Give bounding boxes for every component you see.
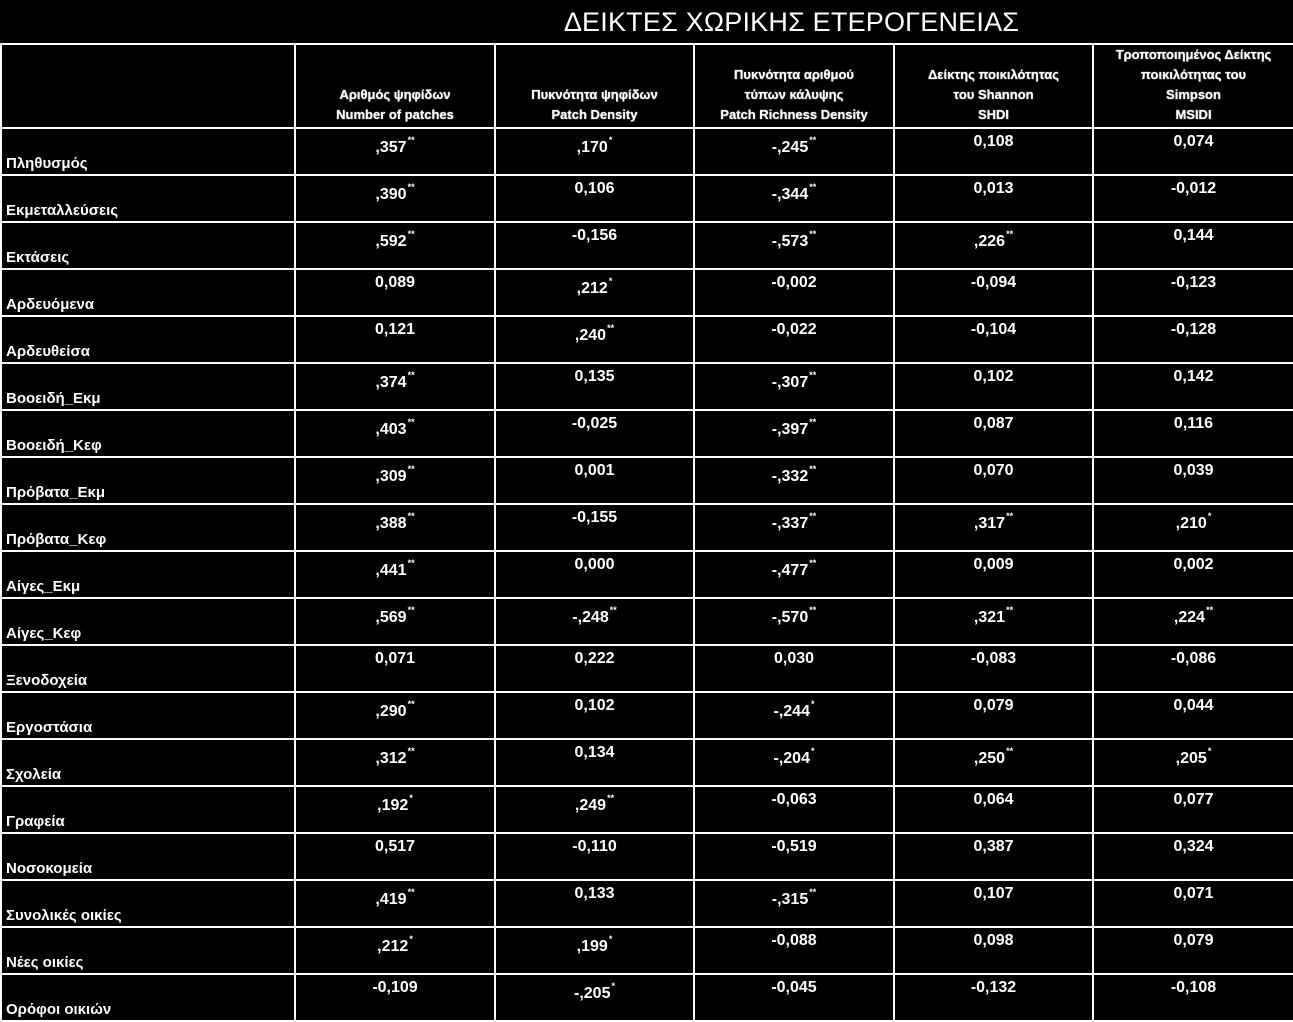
significance-marker: * xyxy=(611,981,615,991)
table-cell xyxy=(495,786,694,833)
significance-marker: ** xyxy=(809,558,817,568)
table-cell xyxy=(1093,645,1293,692)
column-header-line: ποικιλότητας του xyxy=(1140,67,1247,82)
cell-value: -,245** xyxy=(771,135,817,156)
row-label: Πρόβατα_Κεφ xyxy=(1,504,295,551)
row-label: Αρδευόμενα xyxy=(1,269,295,316)
table-cell xyxy=(1093,457,1293,504)
cell-value: 0,133 xyxy=(574,885,615,902)
cell-value: -0,155 xyxy=(571,509,618,526)
significance-marker: * xyxy=(810,699,815,709)
table-cell xyxy=(495,551,694,598)
cell-value: -,332** xyxy=(771,464,817,485)
row-label: Ορόφοι οικιών xyxy=(1,974,295,1021)
table-cell xyxy=(1093,363,1293,410)
significance-marker: ** xyxy=(1006,746,1014,756)
cell-value: -0,132 xyxy=(970,979,1017,996)
header-row xyxy=(1,44,1293,128)
table-row xyxy=(1,927,1293,974)
significance-marker: ** xyxy=(407,558,415,568)
table-row xyxy=(1,692,1293,739)
table-row xyxy=(1,786,1293,833)
column-header-shdi xyxy=(894,44,1093,128)
cell-value: ,250** xyxy=(973,746,1014,767)
row-label: Αίγες_Κεφ xyxy=(1,598,295,645)
cell-value: ,170* xyxy=(576,135,613,156)
significance-marker: ** xyxy=(809,511,817,521)
table-cell xyxy=(495,128,694,175)
cell-value: ,249** xyxy=(574,793,615,814)
row-label: Εργοστάσια xyxy=(1,692,295,739)
significance-marker: ** xyxy=(607,323,615,333)
cell-value: -0,519 xyxy=(771,838,817,855)
row-label: Σχολεία xyxy=(1,739,295,786)
table-cell xyxy=(694,316,894,363)
cell-value: ,192* xyxy=(377,793,413,814)
table-row xyxy=(1,880,1293,927)
table-cell xyxy=(894,175,1093,222)
table-cell xyxy=(1093,739,1293,786)
significance-marker: ** xyxy=(809,229,817,239)
row-label: Πρόβατα_Εκμ xyxy=(1,457,295,504)
cell-value: -,477** xyxy=(771,558,817,579)
cell-value: 0,089 xyxy=(374,274,416,291)
header-corner-cell xyxy=(1,44,295,128)
cell-value: 0,039 xyxy=(1173,462,1214,479)
table-cell xyxy=(495,222,694,269)
cell-value: 0,098 xyxy=(973,932,1014,949)
cell-value: -0,002 xyxy=(771,274,817,291)
cell-value: -0,094 xyxy=(970,274,1017,291)
cell-value: ,240** xyxy=(574,323,615,344)
table-cell xyxy=(295,645,495,692)
cell-value: ,321** xyxy=(973,605,1014,626)
table-cell xyxy=(295,974,495,1021)
table-row xyxy=(1,269,1293,316)
table-cell xyxy=(295,927,495,974)
table-row xyxy=(1,739,1293,786)
cell-value: -0,022 xyxy=(771,321,817,338)
table-cell xyxy=(1093,927,1293,974)
significance-marker: ** xyxy=(407,417,415,427)
table-cell xyxy=(495,363,694,410)
table-cell xyxy=(894,316,1093,363)
significance-marker: ** xyxy=(809,182,817,192)
table-cell xyxy=(295,786,495,833)
cell-value: 0,071 xyxy=(374,650,416,667)
table-cell xyxy=(495,410,694,457)
table-cell xyxy=(295,410,495,457)
table-cell xyxy=(694,645,894,692)
cell-value: -0,104 xyxy=(970,321,1017,338)
cell-value: 0,135 xyxy=(574,368,615,385)
table-cell xyxy=(894,692,1093,739)
table-cell xyxy=(295,833,495,880)
cell-value: 0,222 xyxy=(574,650,615,667)
table-cell xyxy=(495,457,694,504)
table-cell xyxy=(295,269,495,316)
significance-marker: * xyxy=(409,793,413,803)
significance-marker: ** xyxy=(407,699,415,709)
cell-value: -,337** xyxy=(771,511,817,532)
cell-value: 0,002 xyxy=(1173,556,1214,573)
table-cell xyxy=(894,786,1093,833)
significance-marker: ** xyxy=(1006,511,1014,521)
cell-value: 0,044 xyxy=(1173,697,1214,714)
table-cell xyxy=(295,316,495,363)
significance-marker: ** xyxy=(809,135,817,145)
cell-value: 0,324 xyxy=(1173,838,1214,855)
correlation-table xyxy=(0,43,1293,1022)
table-cell xyxy=(495,974,694,1021)
table-title-bar xyxy=(0,0,1293,44)
cell-value: -0,086 xyxy=(1170,650,1217,667)
cell-value: 0,001 xyxy=(574,462,615,479)
table-cell xyxy=(694,598,894,645)
significance-marker: ** xyxy=(407,135,415,145)
table-cell xyxy=(1093,974,1293,1021)
cell-value: -,397** xyxy=(771,417,817,438)
significance-marker: ** xyxy=(809,464,817,474)
table-cell xyxy=(894,457,1093,504)
cell-value: -,573** xyxy=(771,229,817,250)
column-header-line: Αριθμός ψηφίδων xyxy=(339,87,451,102)
significance-marker: ** xyxy=(809,417,817,427)
table-cell xyxy=(894,551,1093,598)
cell-value: -0,109 xyxy=(372,979,418,996)
table-cell xyxy=(894,504,1093,551)
cell-value: ,224** xyxy=(1173,605,1214,626)
table-cell xyxy=(1093,692,1293,739)
table-cell xyxy=(295,880,495,927)
significance-marker: ** xyxy=(407,229,415,239)
cell-value: ,199* xyxy=(576,934,613,955)
row-label: Συνολικές οικίες xyxy=(1,880,295,927)
cell-value: 0,064 xyxy=(973,791,1014,808)
column-header-line: Patch Density xyxy=(551,107,638,122)
cell-value: -0,083 xyxy=(970,650,1017,667)
significance-marker: ** xyxy=(1006,605,1014,615)
table-row xyxy=(1,504,1293,551)
row-label: Γραφεία xyxy=(1,786,295,833)
table-cell xyxy=(495,739,694,786)
cell-value: ,226** xyxy=(973,229,1014,250)
cell-value: -0,128 xyxy=(1170,321,1217,338)
significance-marker: * xyxy=(608,276,613,286)
cell-value: ,441** xyxy=(375,558,415,579)
cell-value: -0,012 xyxy=(1170,180,1217,197)
column-header-line: τύπων κάλυψης xyxy=(744,87,844,102)
cell-value: ,419** xyxy=(375,887,415,908)
cell-value: -,205* xyxy=(574,981,615,1002)
table-cell xyxy=(495,598,694,645)
significance-marker: * xyxy=(810,746,815,756)
significance-marker: * xyxy=(409,934,413,944)
cell-value: ,390** xyxy=(375,182,415,203)
significance-marker: ** xyxy=(407,464,415,474)
cell-value: -,244* xyxy=(773,699,815,720)
table-row xyxy=(1,551,1293,598)
row-label: Βοοειδή_Κεφ xyxy=(1,410,295,457)
table-cell xyxy=(495,645,694,692)
column-header-line: του Shannon xyxy=(953,87,1034,102)
table-cell xyxy=(694,974,894,1021)
table-cell xyxy=(1093,880,1293,927)
cell-value: -0,045 xyxy=(771,979,817,996)
cell-value: -0,156 xyxy=(571,227,618,244)
table-cell xyxy=(894,598,1093,645)
cell-value: ,212* xyxy=(576,276,613,297)
table-row xyxy=(1,222,1293,269)
cell-value: 0,144 xyxy=(1173,227,1214,244)
cell-value: -0,108 xyxy=(1170,979,1217,996)
cell-value: 0,009 xyxy=(973,556,1014,573)
row-label: Αίγες_Εκμ xyxy=(1,551,295,598)
row-label: Εκτάσεις xyxy=(1,222,295,269)
column-header-line: Πυκνότητα αριθμού xyxy=(734,67,854,82)
cell-value: ,290** xyxy=(375,699,415,720)
table-row xyxy=(1,128,1293,175)
cell-value: 0,121 xyxy=(374,321,416,338)
table-cell xyxy=(495,504,694,551)
table-cell xyxy=(694,786,894,833)
table-cell xyxy=(694,551,894,598)
cell-value: ,357** xyxy=(375,135,415,156)
cell-value: ,374** xyxy=(375,370,415,391)
row-label: Βοοειδή_Εκμ xyxy=(1,363,295,410)
column-header-line: Πυκνότητα ψηφίδων xyxy=(531,87,658,102)
table-row xyxy=(1,598,1293,645)
cell-value: 0,106 xyxy=(574,180,615,197)
cell-value: ,388** xyxy=(375,511,415,532)
column-header-line: Δείκτης ποικιλότητας xyxy=(927,67,1060,82)
cell-value: 0,387 xyxy=(973,838,1014,855)
column-header-number-of-patches xyxy=(295,44,495,128)
table-cell xyxy=(1093,833,1293,880)
cell-value: -0,088 xyxy=(771,932,817,949)
significance-marker: ** xyxy=(407,746,415,756)
table-cell xyxy=(894,410,1093,457)
cell-value: 0,013 xyxy=(973,180,1014,197)
table-cell xyxy=(894,880,1093,927)
cell-value: -,570** xyxy=(771,605,817,626)
table-cell xyxy=(1093,598,1293,645)
table-row xyxy=(1,410,1293,457)
cell-value: -,344** xyxy=(771,182,817,203)
table-cell xyxy=(1093,316,1293,363)
table-cell xyxy=(295,551,495,598)
table-cell xyxy=(495,927,694,974)
row-label: Νέες οικίες xyxy=(1,927,295,974)
significance-marker: ** xyxy=(407,605,415,615)
column-header-line: MSIDI xyxy=(1175,107,1212,122)
column-header-line: Patch Richness Density xyxy=(720,107,868,122)
significance-marker: * xyxy=(608,934,613,944)
table-cell xyxy=(295,363,495,410)
table-cell xyxy=(495,880,694,927)
cell-value: 0,517 xyxy=(374,838,416,855)
cell-value: 0,116 xyxy=(1173,415,1214,432)
cell-value: -,204* xyxy=(773,746,815,767)
cell-value: 0,079 xyxy=(973,697,1014,714)
cell-value: ,312** xyxy=(375,746,415,767)
cell-value: ,592** xyxy=(375,229,415,250)
cell-value: -0,025 xyxy=(571,415,618,432)
significance-marker: ** xyxy=(609,605,617,615)
table-cell xyxy=(894,833,1093,880)
row-label: Ξενοδοχεία xyxy=(1,645,295,692)
table-cell xyxy=(1093,786,1293,833)
table-cell xyxy=(694,739,894,786)
table-cell xyxy=(1093,128,1293,175)
table-cell xyxy=(694,692,894,739)
page-title: ΔΕΙΚΤΕΣ ΧΩΡΙΚΗΣ ΕΤΕΡΟΓΕΝΕΙΑΣ xyxy=(563,7,1020,37)
cell-value: 0,142 xyxy=(1173,368,1214,385)
table-cell xyxy=(694,269,894,316)
cell-value: 0,000 xyxy=(574,556,615,573)
cell-value: 0,070 xyxy=(973,462,1014,479)
table-row xyxy=(1,316,1293,363)
cell-value: -,248** xyxy=(572,605,617,626)
table-cell xyxy=(694,128,894,175)
significance-marker: ** xyxy=(809,887,817,897)
significance-marker: ** xyxy=(407,887,415,897)
table-cell xyxy=(1093,551,1293,598)
cell-value: 0,077 xyxy=(1173,791,1214,808)
significance-marker: ** xyxy=(407,182,415,192)
significance-marker: * xyxy=(608,135,613,145)
table-cell xyxy=(894,128,1093,175)
cell-value: ,212* xyxy=(377,934,413,955)
column-header-line: Simpson xyxy=(1166,87,1221,102)
table-cell xyxy=(694,363,894,410)
significance-marker: * xyxy=(1207,511,1212,521)
table-cell xyxy=(894,363,1093,410)
table-cell xyxy=(295,128,495,175)
table-cell xyxy=(694,880,894,927)
significance-marker: ** xyxy=(407,511,415,521)
significance-marker: ** xyxy=(607,793,615,803)
column-header-patch-richness-density xyxy=(694,44,894,128)
significance-marker: ** xyxy=(1006,229,1014,239)
table-cell xyxy=(295,457,495,504)
table-cell xyxy=(1093,504,1293,551)
cell-value: -,315** xyxy=(771,887,817,908)
table-cell xyxy=(694,175,894,222)
table-row xyxy=(1,974,1293,1021)
column-header-patch-density xyxy=(495,44,694,128)
column-header-msidi xyxy=(1093,44,1293,128)
table-cell xyxy=(295,504,495,551)
cell-value: ,569** xyxy=(375,605,415,626)
table-cell xyxy=(694,410,894,457)
cell-value: 0,102 xyxy=(973,368,1014,385)
table-cell xyxy=(1093,222,1293,269)
table-cell xyxy=(295,739,495,786)
cell-value: ,210* xyxy=(1175,511,1212,532)
table-cell xyxy=(894,645,1093,692)
table-cell xyxy=(694,457,894,504)
table-cell xyxy=(1093,175,1293,222)
cell-value: 0,108 xyxy=(973,133,1014,150)
table-cell xyxy=(694,504,894,551)
table-cell xyxy=(894,927,1093,974)
table-row xyxy=(1,833,1293,880)
column-header-line: Τροποποιημένος Δείκτης xyxy=(1115,47,1272,62)
table-cell xyxy=(894,269,1093,316)
cell-value: ,317** xyxy=(973,511,1014,532)
table-row xyxy=(1,363,1293,410)
significance-marker: * xyxy=(1207,746,1212,756)
significance-marker: ** xyxy=(407,370,415,380)
table-cell xyxy=(894,974,1093,1021)
table-cell xyxy=(295,175,495,222)
cell-value: ,205* xyxy=(1175,746,1212,767)
table-row xyxy=(1,175,1293,222)
table-cell xyxy=(894,739,1093,786)
table-cell xyxy=(495,175,694,222)
column-header-line: Number of patches xyxy=(336,107,454,122)
table-cell xyxy=(1093,269,1293,316)
cell-value: 0,134 xyxy=(574,744,615,761)
row-label: Πληθυσμός xyxy=(1,128,295,175)
cell-value: 0,030 xyxy=(773,650,815,667)
cell-value: ,309** xyxy=(375,464,415,485)
table-cell xyxy=(295,692,495,739)
table-cell xyxy=(894,222,1093,269)
table-cell xyxy=(694,833,894,880)
table-cell xyxy=(495,316,694,363)
cell-value: -,307** xyxy=(771,370,817,391)
row-label: Εκμεταλλεύσεις xyxy=(1,175,295,222)
table-cell xyxy=(495,692,694,739)
table-cell xyxy=(295,222,495,269)
cell-value: -0,063 xyxy=(771,791,817,808)
significance-marker: ** xyxy=(809,370,817,380)
cell-value: 0,071 xyxy=(1173,885,1214,902)
table-cell xyxy=(495,269,694,316)
table-row xyxy=(1,645,1293,692)
table-cell xyxy=(694,927,894,974)
cell-value: -0,110 xyxy=(572,838,617,855)
table-cell xyxy=(495,833,694,880)
table-body xyxy=(1,128,1293,1021)
cell-value: -0,123 xyxy=(1170,274,1217,291)
cell-value: 0,102 xyxy=(574,697,615,714)
cell-value: 0,079 xyxy=(1173,932,1214,949)
significance-marker: ** xyxy=(1206,605,1214,615)
cell-value: 0,087 xyxy=(973,415,1014,432)
table-cell xyxy=(1093,410,1293,457)
row-label: Νοσοκομεία xyxy=(1,833,295,880)
table-row xyxy=(1,457,1293,504)
table-cell xyxy=(694,222,894,269)
row-label: Αρδευθείσα xyxy=(1,316,295,363)
cell-value: 0,074 xyxy=(1173,133,1214,150)
cell-value: 0,107 xyxy=(973,885,1014,902)
significance-marker: ** xyxy=(809,605,817,615)
column-header-line: SHDI xyxy=(977,107,1010,122)
table-cell xyxy=(295,598,495,645)
cell-value: ,403** xyxy=(375,417,415,438)
